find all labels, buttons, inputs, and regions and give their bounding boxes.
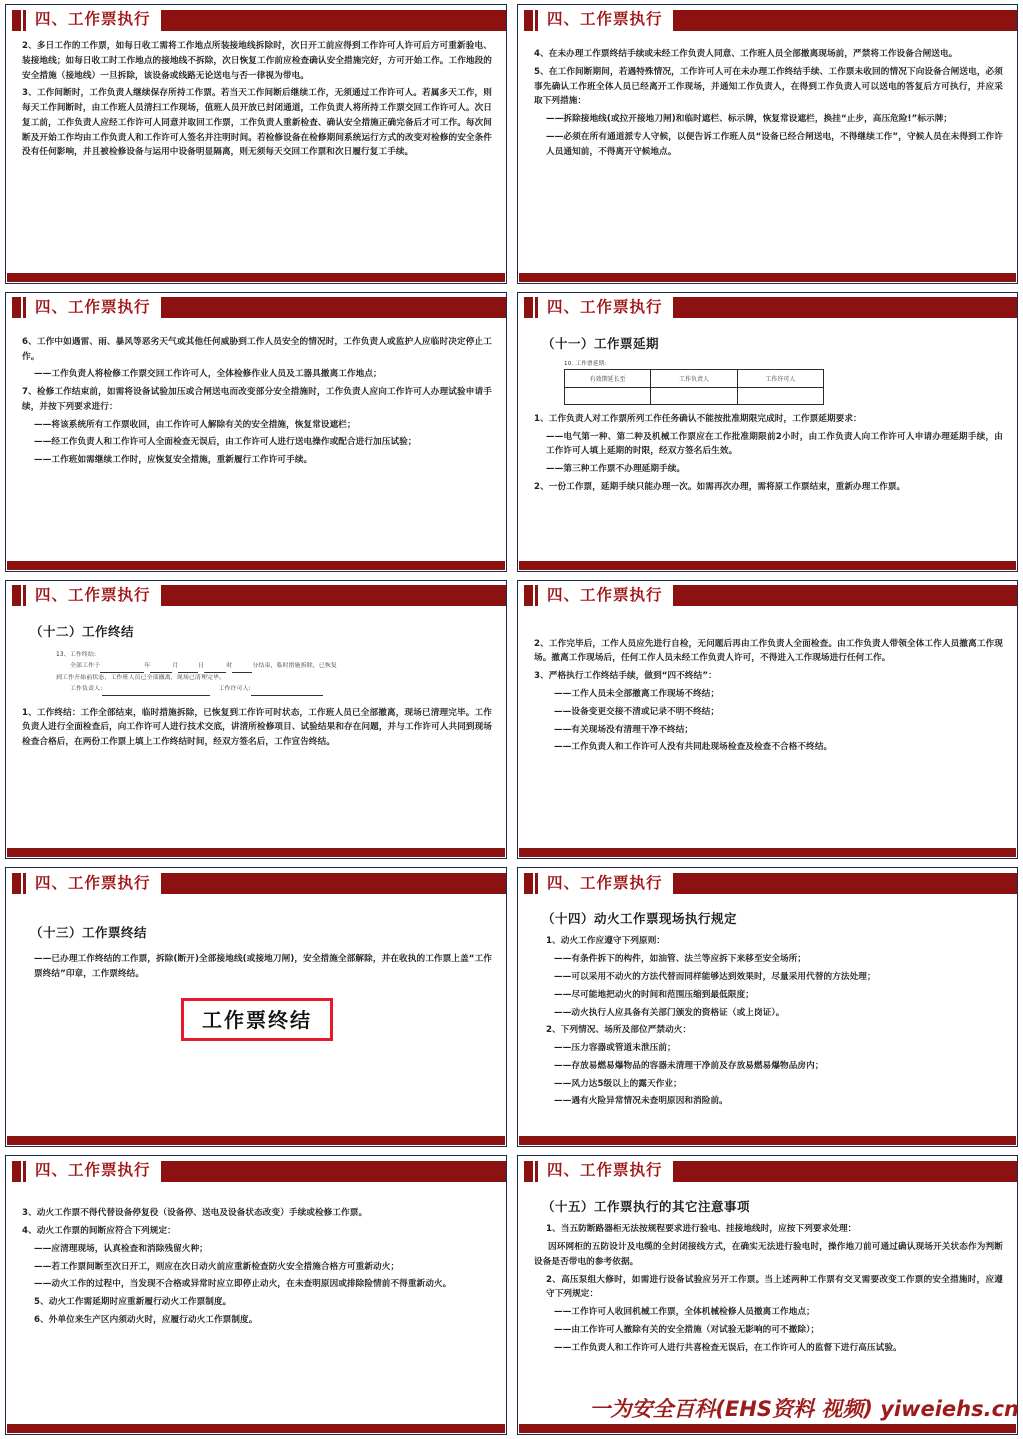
dash-item: ——风力达5级以上的露天作业； [554, 1078, 682, 1089]
paragraph: 3、动火工作票不得代替设备停复役（设备停、送电及设备状态改变）手续或检修工作票。 [22, 1208, 368, 1219]
section-subheading: （十四）动火工作票现场执行规定 [542, 911, 738, 927]
paragraph: 因环网柜的五防设计及电缆的全封闭接线方式，在确实无法进行验电时，操作地刀前可通过确认现场开关状态作为判断设备是否带电的参考依据。 [534, 1241, 1003, 1267]
header-tab-icon [524, 297, 533, 318]
form-caption: 13、工作终结: [56, 651, 97, 658]
form-unit-day: 日 [198, 663, 205, 670]
header-tab-thin-icon [535, 585, 538, 606]
table-cell [651, 387, 737, 404]
table-row [565, 387, 824, 404]
stamp-container [22, 998, 492, 1041]
header-tab-thin-icon [535, 873, 538, 894]
slide-body [6, 611, 506, 849]
form-unit-hour: 时 [226, 663, 233, 670]
slide-title: 四、工作票执行 [547, 1161, 663, 1180]
numbered-item: 2、下列情况、场所及部位严禁动火： [546, 1025, 692, 1036]
slide-6 [517, 580, 1018, 860]
ticket-extension-form [564, 359, 1003, 405]
slide-body [6, 35, 506, 273]
slide-body [6, 1186, 506, 1424]
dash-item: ——拆除接地线(或拉开接地刀闸)和临时遮栏、标示牌，恢复常设遮栏，换挂“止步，高压危险!”标示牌； [546, 114, 953, 125]
slide-header [6, 293, 506, 323]
dash-item: ——已办理工作终结的工作票，拆除(断开)全部接地线(或接地刀闸)，安全措施全部解除，并在收执的工作票上盖“工作票终结”印章，工作票终结。 [34, 954, 492, 980]
dash-item: ——动火执行人应具备有关部门颁发的资格证（或上岗证）。 [554, 1007, 785, 1018]
form-unit-year: 年 [144, 663, 151, 670]
slide-footer-bar [519, 1136, 1016, 1145]
section-subheading: （十二）工作终结 [30, 623, 135, 639]
paragraph: 5、在工作间断期间，若遇特殊情况，工作许可人可在未办理工作终结手续、工作票未收回的情况下向设备合闸送电，必须事先确认工作班全体人员已经离开工作现场，并通知工作负责人，在得到工作负责人可以送电的答复后方可执行，并应采取下列措施： [534, 66, 1003, 107]
slide-9 [5, 1155, 507, 1435]
dash-item: ——将该系统所有工作票收回，由工作许可人解除有关的安全措施，恢复常设遮栏； [34, 419, 356, 430]
dash-item: ——工作负责人和工作许可人进行共喜检查无误后，在工作许可人的监督下进行高压试验。 [554, 1342, 902, 1353]
form-label-prefix: 全部工作于 [70, 663, 101, 670]
numbered-item: 5、动火工作需延期时应重新履行动火工作票制度。 [34, 1297, 232, 1308]
slide-title: 四、工作票执行 [35, 1161, 151, 1180]
slide-4 [517, 292, 1018, 572]
paragraph: 2、工作完毕后，工作人员应先进行自检，无问题后再由工作负责人全面检查。由工作负责人带领全体工作人员撤离工作现场。撤离工作现场后，任何工作人员未经工作负责人许可，不得进入工作现场进行任何工作。 [534, 638, 1003, 664]
form-line-2: 到工作开始前状态，工作班人员已全部撤离，现场已清理完毕。 [56, 674, 226, 681]
paragraph: 4、动火工作票的间断应符合下列规定： [22, 1225, 176, 1236]
slide-footer-bar [7, 561, 505, 570]
header-tab-icon [12, 585, 21, 606]
slide-5 [5, 580, 507, 860]
paragraph: 1、工作终结：工作全部结束，临时措施拆除，已恢复到工作许可时状态，工作班人员已全部撤离，现场已清理完毕。工作负责人进行全面检查后，向工作许可人进行技术交底，讲清所检修项目、试验结果和存在问题，并与工作许可人共同到现场检查合格后，在两份工作票上填上工作终结时间，经双方签名后，工作宣告终结。 [22, 707, 492, 748]
table-header-cell: 有效期延长至 [565, 369, 651, 387]
paragraph: 4、在未办理工作票终结手续或未经工作负责人同意、工作班人员全部撤离现场前，严禁将工作设备合闸送电。 [534, 49, 958, 59]
header-tab-icon [524, 10, 533, 31]
header-bar [673, 873, 1017, 894]
slide-body [6, 898, 506, 1136]
numbered-item: 6、外单位来生产区内须动火时，应履行动火工作票制度。 [34, 1314, 258, 1325]
slide-body [518, 1186, 1017, 1424]
dash-item: ——应清理现场，认真检查和消除残留火种； [34, 1243, 208, 1254]
slide-body [518, 611, 1017, 849]
slide-header [518, 868, 1017, 898]
paragraph: 3、严格执行工作终结手续，做到“四不终结”： [534, 671, 717, 682]
dash-item: ——工作负责人和工作许可人没有共同赴现场检查及检查不合格不终结。 [554, 742, 833, 753]
slide-1 [5, 4, 507, 284]
header-tab-thin-icon [23, 585, 26, 606]
paragraph: 2、一份工作票，延期手续只能办理一次。如需再次办理，需将原工作票结束，重新办理工作票。 [534, 481, 906, 492]
form-line-1 [70, 661, 492, 673]
header-tab-icon [12, 873, 21, 894]
dash-item: ——经工作负责人和工作许可人全面检查无误后，由工作许可人进行送电操作或配合进行加压试验； [34, 437, 417, 448]
slide-footer-bar [519, 1424, 1016, 1433]
paragraph: 7、检修工作结束前，如需将设备试验加压或合闸送电而改变部分安全措施时，工作负责人应向工作许可人办理试验申请手续，并按下列要求进行： [22, 387, 492, 412]
paragraph: 3、工作间断时，工作负责人继续保存所持工作票。若当天工作间断后继续工作，无须通过工作许可人。若属多天工作，则每天工作间断时，由工作班人员清扫工作现场，值班人员开放已封闭通道，工作负责人将所持工作票交回工作许可人。次日复工前，工作负责人应经工作许可人同意并取回工作票，工作负责人重新检查、确认安全措施正确完备后才可工作。每次间断及开始工作均由工作负责人和工作许可人签名并注明时间。若检修设备在检修期间系统运行方式的改变对检修的安全条件没有任何影响，并且被检修设备与运用中设备明显隔离，则无须每天交回工作票和次日履行复工手续。 [22, 88, 492, 158]
section-subheading: （十三）工作票终结 [30, 925, 148, 941]
slide-title: 四、工作票执行 [547, 873, 663, 892]
header-tab-thin-icon [23, 873, 26, 894]
numbered-item: 1、动火工作应遵守下列原则： [546, 936, 666, 947]
header-bar [673, 10, 1017, 31]
slide-footer-bar [7, 1424, 505, 1433]
slide-footer-bar [519, 561, 1016, 570]
slide-body [6, 323, 506, 561]
slide-footer-bar [7, 1136, 505, 1145]
numbered-item: 1、当五防断路器柜无法按规程要求进行验电、挂接地线时，应按下列要求处理： [546, 1224, 857, 1235]
header-tab-thin-icon [535, 1161, 538, 1182]
header-tab-icon [12, 1161, 21, 1182]
table-header-cell: 工作许可人 [737, 369, 823, 387]
dash-item: ——工作班如需继续工作时，应恢复安全措施，重新履行工作许可手续。 [34, 455, 313, 466]
slide-header [6, 1156, 506, 1186]
dash-item: ——工作许可人收回机械工作票，全体机械检修人员撤离工作地点； [554, 1307, 815, 1318]
dash-item: ——存放易燃易爆物品的容器未清理干净前及存放易燃易爆物品房内； [554, 1060, 824, 1071]
dash-item: ——有条件拆下的构件，如油管、法兰等应拆下来移至安全场所； [554, 954, 807, 965]
dash-item: ——工作人员未全部撤离工作现场不终结； [554, 688, 720, 699]
header-bar [673, 585, 1017, 606]
site-watermark: 一为安全百科(EHS资料 视频) yiweiehs.cn [589, 1397, 1019, 1421]
header-bar [161, 10, 506, 31]
dash-item: ——动火工作的过程中，当发现不合格或异常时应立即停止动火，在未查明原因或排除险情前不得重新动火。 [34, 1279, 452, 1290]
header-bar [673, 297, 1017, 318]
header-tab-thin-icon [23, 10, 26, 31]
slide-title: 四、工作票执行 [547, 10, 663, 29]
dash-item: ——设备变更交接不清或记录不明不终结； [554, 706, 720, 717]
table-header-cell: 工作负责人 [651, 369, 737, 387]
slide-header [6, 5, 506, 35]
slide-10 [517, 1155, 1018, 1435]
slide-footer-bar [7, 273, 505, 282]
header-tab-icon [524, 1161, 533, 1182]
slide-title: 四、工作票执行 [35, 873, 151, 892]
table-cell [737, 387, 823, 404]
header-bar [161, 585, 506, 606]
slide-header [518, 581, 1017, 611]
dash-item: ——有关现场没有清理干净不终结； [554, 724, 694, 735]
table-cell [565, 387, 651, 404]
slide-header [518, 1156, 1017, 1186]
form-signature-line [70, 684, 492, 696]
work-ticket-termination-stamp: 工作票终结 [181, 998, 333, 1041]
slide-title: 四、工作票执行 [547, 298, 663, 317]
slide-title: 四、工作票执行 [35, 585, 151, 604]
header-bar [673, 1161, 1017, 1182]
form-caption: 10. 工作票延期: [564, 360, 607, 367]
slide-header [6, 868, 506, 898]
header-tab-icon [12, 297, 21, 318]
header-tab-thin-icon [23, 297, 26, 318]
paragraph: 2、多日工作的工作票，如每日收工需将工作地点所装接地线拆除时，次日开工前应得到工作许可人许可后方可重新验电、装接地线；如每日收工时工作地点的接地线不拆除，次日恢复工作前应检查确认安全措施完好，方可开始工作。工作地段的安全措施（接地线）一旦拆除，该设备或线路无论送电与否一律视为带电。 [22, 41, 492, 81]
dash-item: ——可以采用不动火的方法代替而同样能够达到效果时，尽量采用代替的方法处理； [554, 971, 876, 982]
header-tab-icon [524, 585, 533, 606]
slide-footer-bar [7, 848, 505, 857]
extension-table [564, 369, 824, 405]
slide-header [518, 5, 1017, 35]
form-unit-minute: 分结束，临时措施拆除，已恢复 [252, 663, 337, 670]
slide-2 [517, 4, 1018, 284]
slide-body [518, 898, 1017, 1136]
header-bar [161, 1161, 506, 1182]
dash-item: ——必须在所有通道派专人守候，以便告诉工作班人员“设备已经合闸送电，不得继续工作”，守候人员在未得到工作许人员通知前，不得离开守候地点。 [546, 131, 1003, 157]
dash-item: ——电气第一种、第二种及机械工作票应在工作批准期限前2小时，由工作负责人向工作许可人申请办理延期手续，由工作许可人填上延期的时限，经双方签名后生效。 [546, 431, 1003, 457]
work-completion-form [56, 650, 492, 696]
dash-item: ——若工作票间断至次日开工，则应在次日动火前应重新检查防火安全措施合格方可重新动火； [34, 1261, 400, 1272]
header-bar [161, 297, 506, 318]
dash-item: ——遇有火险异常情况未查明原因和消险前。 [554, 1096, 728, 1107]
signature-label-permitter: 工作许可人: [218, 686, 251, 693]
slide-body [518, 323, 1017, 561]
form-unit-month: 月 [172, 663, 179, 670]
dash-item: ——工作负责人将检修工作票交回工作许可人，全体检修作业人员及工器具撤离工作地点； [34, 369, 382, 380]
paragraph: 1、工作负责人对工作票所列工作任务确认不能按批准期限完成时，工作票延期要求： [534, 413, 862, 424]
slide-7 [5, 867, 507, 1147]
dash-item: ——第三种工作票不办理延期手续。 [546, 464, 686, 475]
slide-8 [517, 867, 1018, 1147]
slide-body [518, 35, 1017, 273]
slide-title: 四、工作票执行 [35, 10, 151, 29]
table-header-row [565, 369, 824, 387]
header-tab-icon [12, 10, 21, 31]
signature-label-leader: 工作负责人: [70, 686, 103, 693]
section-subheading: （十一）工作票延期 [542, 335, 660, 351]
slide-footer-bar [519, 273, 1016, 282]
slide-footer-bar [519, 848, 1016, 857]
header-tab-thin-icon [535, 10, 538, 31]
slide-title: 四、工作票执行 [547, 585, 663, 604]
slide-3 [5, 292, 507, 572]
slide-header [518, 293, 1017, 323]
header-tab-thin-icon [535, 297, 538, 318]
section-subheading: （十五）工作票执行的其它注意事项 [542, 1199, 751, 1215]
dash-item: ——由工作许可人撤除有关的安全措施（对试验无影响的可不撤除）； [554, 1324, 820, 1335]
slide-header [6, 581, 506, 611]
dash-item: ——尽可能地把动火的时间和范围压缩到最低限度； [554, 989, 754, 1000]
header-tab-thin-icon [23, 1161, 26, 1182]
slide-title: 四、工作票执行 [35, 298, 151, 317]
dash-item: ——压力容器或管道未泄压前； [554, 1043, 676, 1054]
header-tab-icon [524, 873, 533, 894]
numbered-item: 2、高压泵组大修时，如需进行设备试验应另开工作票。当上述两种工作票有交叉需要改变工作票的安全措施时，应遵守下列规定： [546, 1274, 1003, 1300]
paragraph: 6、工作中如遇雷、雨、暴风等恶劣天气或其他任何威胁到工作人员安全的情况时，工作负责人或监护人应临时决定停止工作。 [22, 336, 492, 362]
header-bar [161, 873, 506, 894]
